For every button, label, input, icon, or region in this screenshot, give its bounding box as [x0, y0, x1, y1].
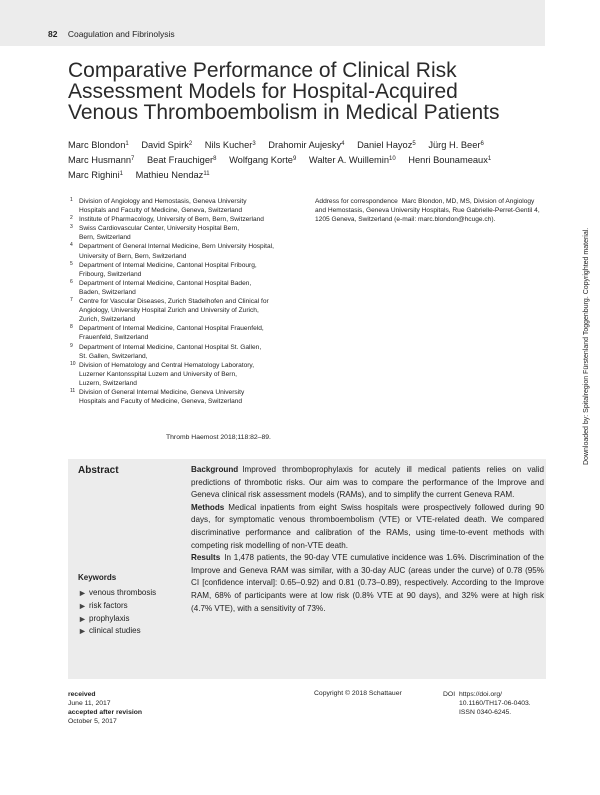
correspondence-text[interactable]: Marc Blondon, MD, MS, Division of Angiology and Hemostasis, Geneva University Hospitals, Rue Gabrielle-Perret-Gentil 4, 1205 Geneva, Switzerland (e-mail: marc.blondon@hcuge.ch). [315, 198, 540, 224]
affiliation-number: 6 [70, 278, 73, 285]
affiliation [70, 215, 315, 224]
affiliation-text: Department of Internal Medicine, Cantonal Hospital Baden, Baden, Switzerland [79, 279, 252, 296]
running-header [48, 29, 175, 39]
affiliation [70, 343, 315, 361]
author-affil-ref: 8 [213, 156, 217, 162]
correspondence-label: Address for correspondence [315, 198, 398, 205]
affiliation-text: Department of Internal Medicine, Cantonal Hospital St. Gallen, St. Gallen, Switzerland, [79, 343, 262, 360]
author-name: Wolfgang Korte [229, 155, 293, 165]
abstract-results [191, 552, 544, 615]
received-label: received [68, 691, 96, 698]
author-line [68, 153, 548, 168]
correspondence-address [315, 197, 545, 224]
author-name: Henri Bounameaux [408, 155, 488, 165]
copyright: Copyright © 2018 Schattauer [314, 690, 402, 697]
affiliation-number: 1 [70, 197, 73, 203]
affiliation-text: Swiss Cardiovascular Center, University Hospital Bern, Bern, Switzerland [79, 225, 240, 242]
affiliation-number: 9 [70, 342, 73, 349]
results-label: Results [191, 553, 221, 563]
methods-text: Medical inpatients from eight Swiss hospitals were prospectively followed during 90 days, for symptomatic venous thromboembolism (VTE) or VTE-related death. We compared discriminative performance and calibration of the RAMs, using time-to-event methods with competing risk modelling of non-VTE death. [191, 502, 544, 550]
author-line [68, 138, 548, 153]
affiliation [70, 242, 315, 260]
author[interactable] [428, 140, 484, 150]
author-name: Daniel Hayoz [357, 140, 413, 150]
journal-section: Coagulation and Fibrinolysis [67, 29, 175, 39]
author-name: Nils Kucher [204, 140, 253, 150]
author-name: Beat Frauchiger [146, 155, 214, 165]
author-name: Mathieu Nendaz [135, 170, 204, 180]
keywords-list [78, 587, 156, 638]
affiliation [70, 224, 315, 242]
author-name: Marc Blondon [68, 140, 126, 150]
author[interactable] [205, 140, 256, 150]
affiliation [70, 388, 315, 406]
keyword-text: prophylaxis [89, 613, 130, 623]
author-affil-ref: 6 [480, 141, 484, 147]
background-text: Improved thromboprophylaxis for acutely ill medical patients relies on valid predictions of thrombotic risks. Our aim was to compare the performance of the Improve and Geneva clinical risk assessment models (RAMs), and to simplify the current Geneva RAM. [191, 465, 544, 500]
affiliation-text: Department of Internal Medicine, Cantonal Hospital Frauenfeld, Frauenfeld, Switzerland [79, 325, 264, 342]
download-note-text: Downloaded by: Spitalregion Fürstenland Toggenburg. Copyrighted material. [583, 227, 590, 465]
citation: Thromb Haemost 2018;118:82–89. [166, 434, 271, 441]
arrow-right-icon: ► [78, 588, 87, 598]
received-date: June 11, 2017 [68, 700, 111, 707]
author-affil-ref: 1 [119, 171, 124, 177]
download-note [583, 227, 597, 465]
affiliation-number: 8 [70, 324, 73, 331]
keyword-item[interactable] [78, 600, 156, 613]
affiliation-text: Institute of Pharmacology, University of Bern, Bern, Switzerland [79, 216, 264, 224]
affiliation-number: 2 [70, 215, 73, 222]
doi-link[interactable]: https://doi.org/ [459, 691, 503, 698]
author-affil-ref: 3 [252, 141, 256, 147]
author[interactable] [68, 170, 123, 180]
arrow-right-icon: ► [78, 600, 87, 611]
title-line: Assessment Models for Hospital-Acquired [68, 80, 458, 103]
author[interactable] [408, 155, 491, 165]
page-number: 82 [48, 29, 58, 39]
author-name: Marc Husmann [68, 155, 132, 165]
affiliation-text: Department of General Internal Medicine, Bern University Hospital, University of Bern, Bern, Switzerland [79, 243, 274, 260]
author-affil-ref: 7 [131, 156, 135, 162]
keyword-text: clinical studies [89, 626, 141, 636]
author[interactable] [147, 155, 217, 165]
methods-label: Methods [191, 502, 225, 512]
affiliation [70, 361, 315, 388]
author-affil-ref: 1 [487, 156, 492, 162]
author-affil-ref: 5 [412, 141, 416, 147]
author[interactable] [268, 140, 344, 150]
keyword-item[interactable] [78, 625, 156, 638]
affiliation-text: Division of Hematology and Central Hematology Laboratory, Luzerner Kantonsspital Luzern and University of Bern, Luzern, Switzerland [79, 361, 255, 387]
affiliation [70, 279, 315, 297]
author[interactable] [357, 140, 416, 150]
arrow-right-icon: ► [78, 613, 87, 624]
affiliation [70, 261, 315, 279]
background-label: Background [191, 465, 239, 474]
author-name: Jürg H. Beer [428, 140, 481, 150]
author-name: David Spirk [141, 140, 189, 150]
affiliation [70, 297, 315, 324]
keyword-text: risk factors [89, 600, 128, 610]
keyword-item[interactable] [78, 587, 156, 600]
author[interactable] [141, 140, 192, 150]
author[interactable] [136, 170, 210, 180]
title-line: Comparative Performance of Clinical Risk [68, 59, 457, 82]
affiliation-number: 10 [70, 360, 76, 367]
abstract-background [191, 464, 544, 502]
author-list [68, 138, 548, 183]
keyword-item[interactable] [78, 613, 156, 626]
author[interactable] [68, 155, 134, 165]
author[interactable] [309, 155, 396, 165]
abstract-body [191, 464, 544, 615]
accepted-date: October 5, 2017 [68, 718, 117, 725]
author-line [68, 168, 548, 183]
author-affil-ref: 1 [125, 141, 129, 147]
author[interactable] [68, 140, 129, 150]
article-title [68, 60, 538, 123]
abstract-heading: Abstract [78, 465, 119, 476]
affiliation-number: 3 [70, 224, 73, 231]
title-line: Venous Thromboembolism in Medical Patients [68, 101, 500, 124]
affiliation-number: 4 [70, 242, 73, 249]
author-affil-ref: 4 [341, 141, 345, 147]
affiliation-text: Division of Angiology and Hemostasis, Geneva University Hospitals and Faculty of Medicine, Geneva, Switzerland [79, 198, 247, 215]
affiliation-text: Division of General Internal Medicine, Geneva University Hospitals and Faculty of Medicine, Geneva, Switzerland [79, 388, 245, 406]
affiliation-number: 7 [70, 297, 73, 304]
issn: ISSN 0340-6245. [459, 709, 512, 717]
author-name: Walter A. Wuillemin [308, 155, 389, 165]
affiliation-text: Centre for Vascular Diseases, Zurich Stadelhofen and Clinical for Angiology, University Hospital Zurich and University of Zurich, Zurich, Switzerland [79, 298, 269, 324]
affiliation-text: Department of Internal Medicine, Cantonal Hospital Fribourg, Fribourg, Switzerland [79, 261, 257, 278]
author[interactable] [229, 155, 296, 165]
author-name: Marc Righini [68, 170, 120, 180]
author-affil-ref: 11 [203, 171, 210, 177]
doi-block [443, 690, 531, 718]
article-dates [68, 690, 142, 726]
keyword-text: venous thrombosis [89, 588, 157, 597]
results-text: In 1,478 patients, the 90-day VTE cumulative incidence was 1.6%. Discrimination of the Improve and Geneva RAM was similar, with a 30-day AUC (areas under the curve) of 0.78 (95% CI [confidence interval]: 0.65–0.92) and 0.81 (0.73–0.89), respectively. According to the Improve RAM, 68% of participants were at low risk (0.8% VTE at 90 days), and 32% were at high risk (4.7% VTE), with a sensitivity of 73%. [191, 553, 544, 613]
affiliation [70, 324, 315, 342]
header-bar [0, 0, 545, 46]
affiliation-number: 5 [70, 260, 73, 267]
author-affil-ref: 10 [389, 156, 396, 162]
author-affil-ref: 2 [188, 141, 193, 147]
author-affil-ref: 9 [292, 156, 297, 162]
affiliation [70, 197, 315, 215]
accepted-label: accepted after revision [68, 709, 143, 716]
keywords-heading: Keywords [78, 573, 117, 582]
affiliation-list [70, 197, 315, 406]
arrow-right-icon: ► [78, 626, 87, 637]
abstract-methods [191, 502, 544, 552]
doi-identifier: 10.1160/TH17-06-0403. [459, 700, 531, 708]
affiliation-number: 11 [70, 387, 76, 394]
author-name: Drahomir Aujesky [268, 140, 342, 150]
doi-label: DOI [443, 691, 456, 698]
